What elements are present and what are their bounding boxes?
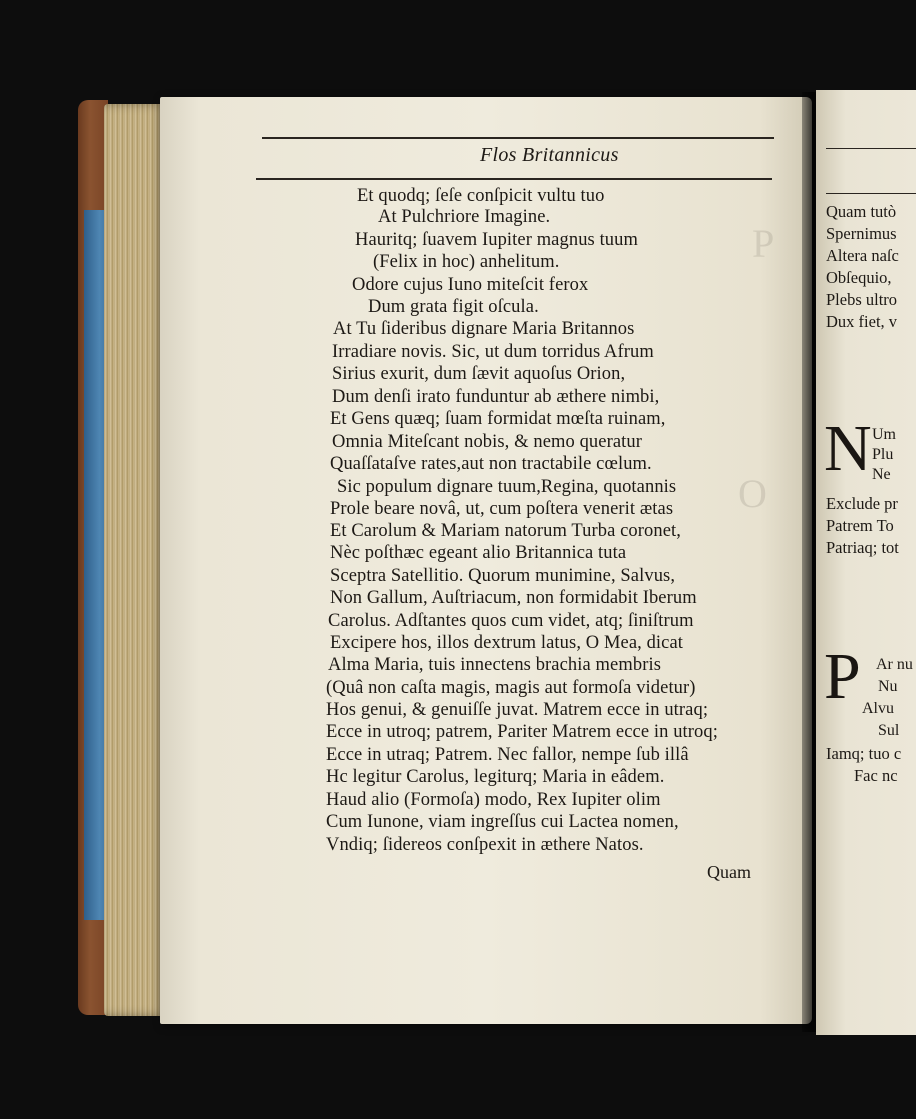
page-edges — [104, 104, 166, 1016]
right-page-line: Obſequio, — [826, 268, 892, 287]
poem-line: Prole beare novâ, ut, cum poſtera venerit ætas — [330, 499, 674, 519]
right-page-line: Fac nc — [854, 766, 898, 785]
poem-line: At Pulchriore Imagine. — [378, 207, 551, 227]
right-page-line: Iamq; tuo c — [826, 744, 902, 763]
poem-line: Hc legitur Carolus, legiturq; Maria in eâdem. — [326, 767, 665, 787]
poem-line: Quaſſataſve rates,aut non tractabile cœlum. — [330, 454, 652, 474]
right-page-line: Altera naſc — [826, 246, 899, 265]
right-page-line: Quam tutò — [826, 202, 897, 221]
right-page — [816, 90, 916, 1035]
poem-line: Dum denſi irato funduntur ab æthere nimbi, — [332, 387, 660, 407]
poem-line: Ecce in utroq; patrem, Pariter Matrem ecce in utroq; — [326, 722, 719, 742]
right-page-line: Patriaq; tot — [826, 538, 899, 557]
right-page-line: Ar nu — [876, 656, 913, 673]
poem-line: Odore cujus Iuno miteſcit ferox — [352, 275, 589, 295]
poem-line: Hauritq; ſuavem Iupiter magnus tuum — [355, 230, 638, 250]
poem-line: (Felix in hoc) anhelitum. — [373, 252, 560, 272]
right-page-line: Nu — [878, 678, 898, 695]
right-page-line: Plu — [872, 446, 894, 463]
poem-line: Vndiq; ſidereos conſpexit in æthere Natos. — [326, 835, 644, 855]
running-head: Flos Britannicus — [480, 144, 619, 166]
right-page-line: Ne — [872, 466, 891, 483]
right-page-line: Spernimus — [826, 224, 897, 243]
right-page-line: Sul — [878, 722, 900, 739]
right-page-line: Um — [872, 426, 896, 443]
right-page-line: Alvu — [862, 700, 894, 717]
poem-line: Irradiare novis. Sic, ut dum torridus Afrum — [332, 342, 654, 362]
catchword: Quam — [707, 862, 751, 882]
poem-line: Sceptra Satellitio. Quorum munimine, Salvus, — [330, 566, 676, 586]
bleed-through-initial: O — [738, 471, 767, 516]
right-page-line: Dux fiet, v — [826, 312, 898, 331]
right-page-rule — [826, 148, 916, 149]
right-page-line: Plebs ultro — [826, 290, 898, 309]
right-page-rule — [826, 193, 916, 194]
right-page-line: Exclude pr — [826, 494, 898, 513]
drop-cap-initial: N — [824, 412, 872, 485]
poem-line: Alma Maria, tuis innectens brachia membris — [328, 655, 661, 675]
drop-cap-initial: P — [824, 640, 861, 713]
poem-line: Hos genui, & genuiſſe juvat. Matrem ecce in utraq; — [326, 700, 709, 720]
poem-line: Et quodq; ſeſe conſpicit vultu tuo — [357, 186, 605, 206]
poem-line: Carolus. Adſtantes quos cum videt, atq; ſiniſtrum — [328, 611, 694, 631]
poem-line: Cum Iunone, viam ingreſſus cui Lactea nomen, — [326, 812, 679, 832]
poem-line: Non Gallum, Auſtriacum, non formidabit Iberum — [330, 588, 697, 608]
poem-line: Omnia Miteſcant nobis, & nemo queratur — [332, 432, 643, 452]
top-rule — [262, 137, 774, 139]
bleed-through-initial: P — [752, 221, 775, 266]
poem-line: Ecce in utraq; Patrem. Nec fallor, nempe ſub illâ — [326, 745, 689, 765]
poem-line: Nèc poſthæc egeant alio Britannica tuta — [330, 543, 627, 563]
right-page-line: Patrem To — [826, 516, 894, 535]
poem-line: At Tu ſideribus dignare Maria Britannos — [333, 319, 635, 339]
poem-line: Haud alio (Formoſa) modo, Rex Iupiter olim — [326, 790, 661, 810]
poem-line: Dum grata figit oſcula. — [368, 297, 539, 317]
poem-line: Et Carolum & Mariam natorum Turba coronet, — [330, 521, 682, 541]
poem-line: Sirius exurit, dum ſævit aquoſus Orion, — [332, 364, 626, 384]
header-rule — [256, 178, 772, 180]
poem-line: Excipere hos, illos dextrum latus, O Mea, dicat — [330, 633, 684, 653]
poem-line: Sic populum dignare tuum,Regina, quotannis — [337, 477, 677, 497]
poem-line: Et Gens quæq; ſuam formidat mœſta ruinam, — [330, 409, 666, 429]
poem-line: (Quâ non caſta magis, magis aut formoſa videtur) — [326, 678, 696, 698]
